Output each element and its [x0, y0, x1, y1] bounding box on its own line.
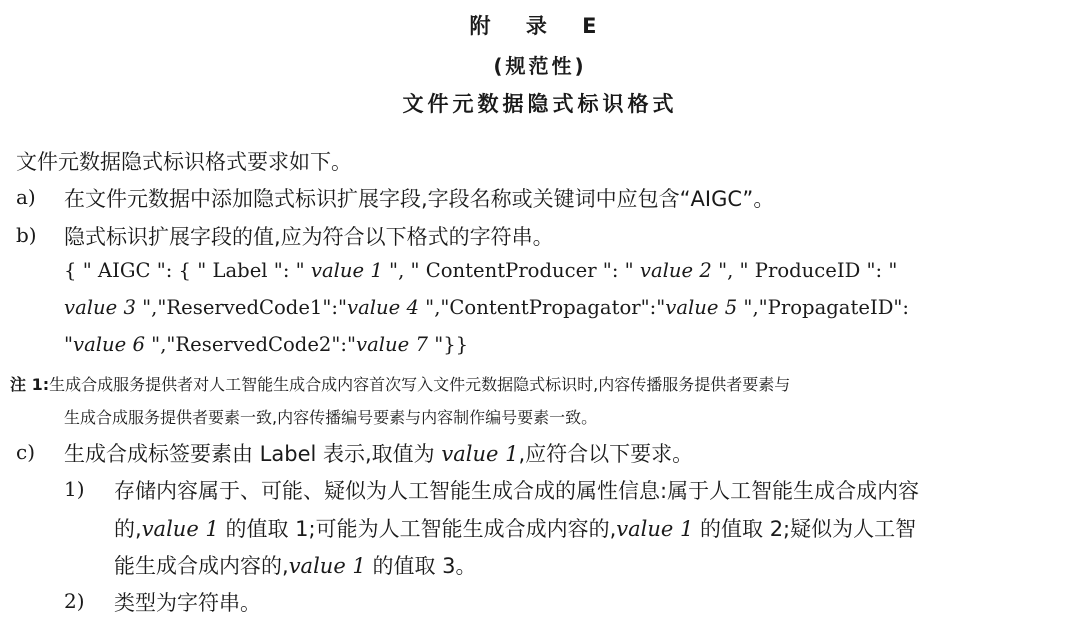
code-segment: { " AIGC ": { " Label ": ": [64, 259, 311, 282]
code-segment: ","ContentPropagator":": [418, 296, 666, 319]
code-value: value 1: [441, 442, 519, 466]
item-a-text: 在文件元数据中添加隐式标识扩展字段,字段名称或关键词中应包含“AIGC”。: [64, 187, 775, 211]
text-segment: 的,: [114, 517, 142, 541]
appendix-heading: 附 录 E: [469, 14, 611, 38]
item-c-text: [64, 438, 693, 468]
sub-item-1-line-2: [114, 513, 916, 543]
code-segment: "}}: [427, 333, 469, 356]
note-label: 注 1:: [10, 375, 50, 394]
text-segment: ,应符合以下要求。: [518, 442, 694, 466]
note-1-line-1: [10, 372, 790, 395]
text-segment: 的值取 2;疑似为人工智: [693, 517, 917, 541]
normative-label: (规范性): [493, 54, 587, 78]
sub-item-2-text: 类型为字符串。: [114, 591, 261, 615]
format-code-line-3: [64, 333, 468, 356]
format-code-line-1: [64, 259, 897, 282]
code-value: value 1: [288, 554, 366, 578]
code-segment: ","ReservedCode2":": [144, 333, 357, 356]
intro-paragraph: 文件元数据隐式标识格式要求如下。: [16, 150, 352, 174]
format-code-line-2: [64, 296, 909, 319]
sub-item-1-line-1: 存储内容属于、可能、疑似为人工智能生成合成的属性信息:属于人工智能生成合成内容: [114, 479, 920, 503]
code-segment: ","PropagateID":: [737, 296, 910, 319]
note-text: 生成合成服务提供者对人工智能生成合成内容首次写入文件元数据隐式标识时,内容传播服务提供者要素与: [49, 375, 791, 394]
code-value: value 1: [310, 259, 383, 282]
item-c-marker: c): [16, 440, 36, 464]
text-segment: 的值取 1;可能为人工智能生成合成内容的,: [218, 517, 617, 541]
sub-item-1-line-3: [114, 550, 477, 580]
text-segment: 能生成合成内容的,: [114, 554, 289, 578]
text-segment: 生成合成标签要素由 Label 表示,取值为: [64, 442, 442, 466]
item-b-text: 隐式标识扩展字段的值,应为符合以下格式的字符串。: [64, 225, 554, 249]
sub-item-1-marker: 1): [64, 477, 85, 501]
code-value: value 7: [356, 333, 428, 356]
code-value: value 3: [64, 296, 136, 319]
code-value: value 1: [141, 517, 219, 541]
item-b-marker: b): [16, 223, 37, 247]
code-segment: ", " ContentProducer ": ": [382, 259, 640, 282]
sub-item-2-marker: 2): [64, 589, 85, 613]
note-1-line-2: 生成合成服务提供者要素一致,内容传播编号要素与内容制作编号要素一致。: [64, 408, 598, 427]
code-segment: ": [64, 333, 74, 356]
code-value: value 2: [639, 259, 712, 282]
code-value: value 4: [347, 296, 419, 319]
text-segment: 的值取 3。: [365, 554, 477, 578]
code-segment: ","ReservedCode1":": [135, 296, 348, 319]
code-value: value 6: [73, 333, 145, 356]
code-value: value 1: [616, 517, 694, 541]
appendix-title: 文件元数据隐式标识格式: [402, 92, 678, 116]
code-value: value 5: [665, 296, 738, 319]
item-a-marker: a): [16, 185, 36, 209]
code-segment: ", " ProduceID ": ": [711, 259, 898, 282]
